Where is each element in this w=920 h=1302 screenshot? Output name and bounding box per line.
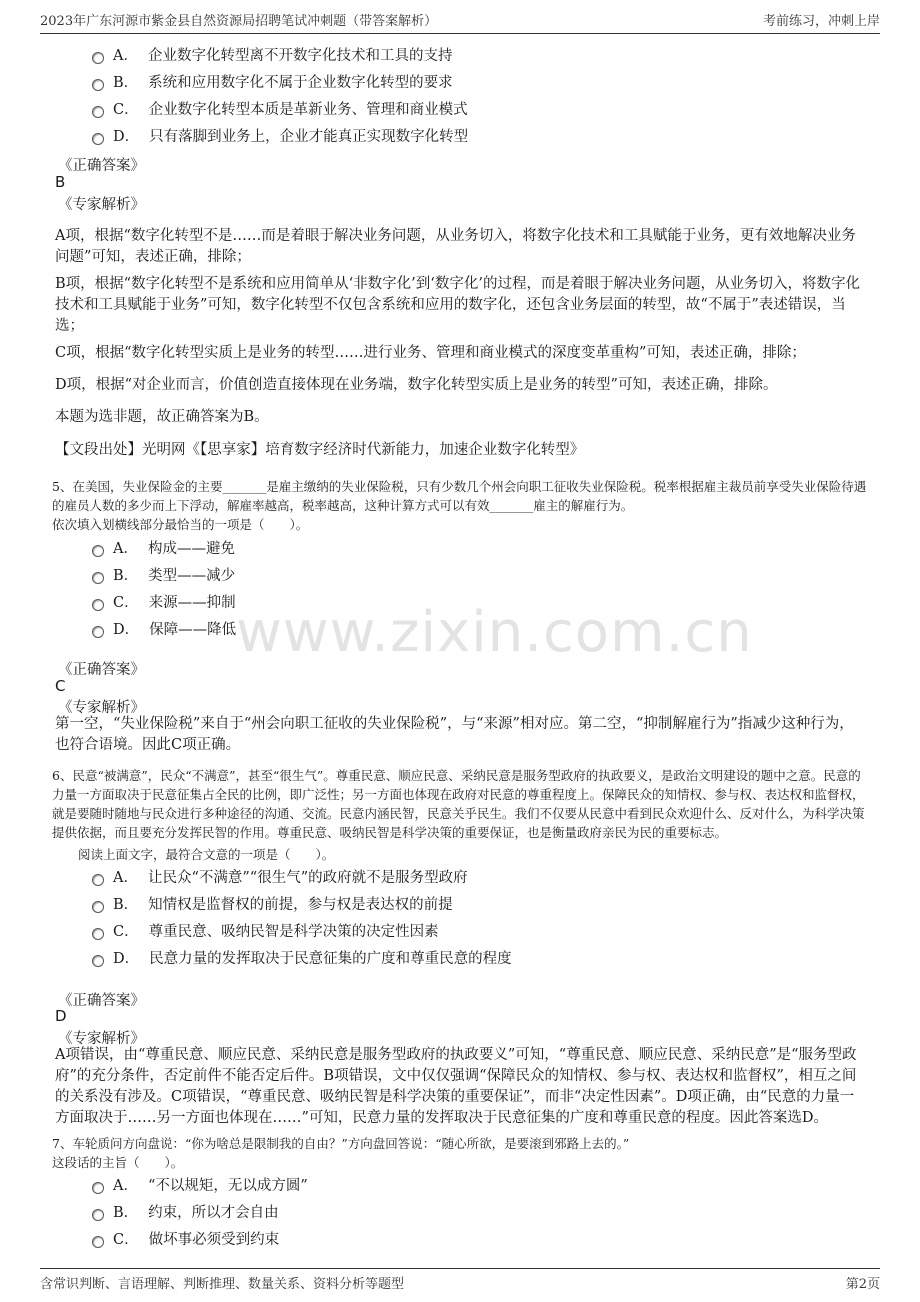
option-text: 让民众“不满意”“很生气”的政府就不是服务型政府: [147, 870, 468, 886]
option-letter: B．: [113, 897, 139, 913]
q7-option-b[interactable]: [92, 1201, 279, 1222]
radio-icon[interactable]: [92, 79, 104, 91]
correct-answer-label: 《正确答案》: [58, 158, 145, 174]
option-letter: C．: [113, 102, 139, 118]
analysis-paragraph: B项，根据“数字化转型不是系统和应用简单从‘非数字化’到‘数字化’的过程，而是着眼于解决业务问题，从业务切入，将数字化技术和工具赋能于业务”可知，数字化转型不仅包含系统和应用的数字化，还包含业务层面的转型，故“不属于”表述错误，当选；: [55, 276, 860, 334]
source-citation: 【文段出处】光明网《【思享家】培育数字经济时代新能力，加速企业数字化转型》: [55, 442, 585, 458]
option-text: 知情权是监督权的前提，参与权是表达权的前提: [148, 897, 453, 913]
radio-icon[interactable]: [92, 1236, 104, 1248]
q5-option-a[interactable]: [92, 537, 235, 558]
q4-option-b[interactable]: [92, 71, 453, 92]
option-letter: A．: [113, 1178, 138, 1194]
page-number: 第2页: [845, 1277, 880, 1292]
q4-option-a[interactable]: [92, 44, 452, 65]
analysis-paragraph: C项，根据“数字化转型实质上是业务的转型……进行业务、管理和商业模式的深度变革重构”可知，表述正确，排除；: [55, 345, 806, 361]
correct-answer: D: [55, 1007, 67, 1025]
option-letter: D．: [113, 129, 140, 145]
option-text: 尊重民意、吸纳民智是科学决策的决定性因素: [148, 924, 439, 940]
radio-icon[interactable]: [92, 928, 104, 940]
option-text: 约束，所以才会自由: [148, 1205, 279, 1221]
option-text: 构成——避免: [147, 541, 235, 557]
expert-analysis-label: 《专家解析》: [58, 1031, 145, 1047]
option-letter: B．: [113, 568, 139, 584]
option-text: 来源——抑制: [148, 595, 236, 611]
radio-icon[interactable]: [92, 545, 104, 557]
expert-analysis-label: 《专家解析》: [58, 197, 145, 213]
option-letter: A．: [113, 48, 138, 64]
radio-icon[interactable]: [92, 133, 104, 145]
option-text: “不以规矩，无以成方圆”: [147, 1178, 308, 1194]
radio-icon[interactable]: [92, 52, 104, 64]
page-header: [40, 8, 880, 34]
q4-option-d[interactable]: [92, 125, 468, 146]
correct-answer: C: [55, 677, 66, 695]
radio-icon[interactable]: [92, 106, 104, 118]
q6-stem: 6、民意“被满意”，民众“不满意”，甚至“很生气”。尊重民意、顺应民意、采纳民意是服务型政府的执政要义，是政治文明建设的题中之意。民意的力量一方面取决于民意征集占全民的比例，即广泛性；另一方面也体现在政府对民意的尊重程度上。保障民众的知情权、参与权、表达权和监督权，就是要随时随地与民众进行多种途径的沟通、交流。民意内涵民智，民意关乎民生。我们不仅要从民意中看到民众欢迎什么、反对什么，为科学决策提供依据，而且要充分发挥民智的作用。尊重民意、吸纳民智是科学决策的重要保证，也是衡量政府亲民为民的重要标志。: [52, 768, 865, 840]
analysis-paragraph: A项错误，由“尊重民意、顺应民意、采纳民意是服务型政府的执政要义”可知，“尊重民意、顺应民意、采纳民意”是“服务型政府”的充分条件，否定前件不能否定后件。B项错误，文中仅仅强调“保障民众的知情权、参与权、表达权和监督权”，相互之间的关系没有涉及。C项错误，“尊重民意、吸纳民智是科学决策的重要保证”，而非“决定性因素”。D项正确，由“民意的力量一方面取决于……另一方面也体现在……”可知，民意力量的发挥取决于民意征集的广度和尊重民意的程度。因此答案选D。: [55, 1047, 857, 1126]
option-text: 做坏事必须受到约束: [148, 1232, 280, 1248]
q7-option-a[interactable]: [92, 1174, 308, 1195]
option-text: 只有落脚到业务上，企业才能真正实现数字化转型: [149, 129, 469, 145]
q6-prompt: 阅读上面文字，最符合文意的一项是（ ）。: [78, 847, 335, 862]
watermark: www.zixin.com.cn: [236, 600, 753, 665]
q6-option-a[interactable]: [92, 866, 468, 887]
option-letter: C．: [113, 1232, 139, 1248]
option-text: 企业数字化转型离不开数字化技术和工具的支持: [147, 48, 453, 64]
radio-icon[interactable]: [92, 572, 104, 584]
q7-stem: 7、车轮质问方向盘说：“你为啥总是限制我的自由？”方向盘回答说：“随心所欲，是要滚到邪路上去的。”: [52, 1136, 630, 1151]
option-letter: C．: [113, 595, 139, 611]
q7-prompt: 这段话的主旨（ ）。: [52, 1155, 184, 1170]
option-letter: D．: [113, 622, 140, 638]
q5-stem: 5、在美国，失业保险金的主要_______是雇主缴纳的失业保险税，只有少数几个州会向职工征收失业保险税。税率根据雇主裁员前享受失业保险待遇的雇员人数的多少而上下浮动，解雇率越高，税率越高，这种计算方式可以有效_______雇主的解雇行为。: [52, 479, 867, 513]
option-text: 企业数字化转型本质是革新业务、管理和商业模式: [148, 102, 468, 118]
radio-icon[interactable]: [92, 599, 104, 611]
analysis-paragraph: D项，根据“对企业而言，价值创造直接体现在业务端，数字化转型实质上是业务的转型”可知，表述正确，排除。: [55, 377, 778, 393]
q5-option-c[interactable]: [92, 591, 236, 612]
option-letter: A．: [113, 541, 138, 557]
expert-analysis-label: 《专家解析》: [58, 700, 145, 716]
option-letter: D．: [113, 951, 140, 967]
correct-answer-label: 《正确答案》: [58, 662, 145, 678]
option-letter: C．: [113, 924, 139, 940]
option-text: 类型——减少: [148, 568, 236, 584]
header-slogan: 考前练习，冲刺上岸: [762, 14, 880, 29]
option-text: 保障——降低: [149, 622, 237, 638]
radio-icon[interactable]: [92, 901, 104, 913]
q6-option-b[interactable]: [92, 893, 453, 914]
correct-answer: B: [55, 173, 66, 191]
q7-option-c[interactable]: [92, 1228, 279, 1249]
q6-option-d[interactable]: [92, 947, 512, 968]
radio-icon[interactable]: [92, 1182, 104, 1194]
q5-option-d[interactable]: [92, 618, 236, 639]
option-text: 民意力量的发挥取决于民意征集的广度和尊重民意的程度: [149, 951, 512, 967]
correct-answer-label: 《正确答案》: [58, 993, 145, 1009]
option-letter: A．: [113, 870, 138, 886]
radio-icon[interactable]: [92, 955, 104, 967]
radio-icon[interactable]: [92, 1209, 104, 1221]
analysis-conclusion: 本题为选非题，故正确答案为B。: [55, 409, 269, 425]
q5-option-b[interactable]: [92, 564, 235, 585]
option-letter: B．: [113, 75, 139, 91]
option-letter: B．: [113, 1205, 139, 1221]
q5-prompt: 依次填入划横线部分最恰当的一项是（ ）。: [52, 517, 309, 532]
analysis-paragraph: A项，根据“数字化转型不是……而是着眼于解决业务问题，从业务切入，将数字化技术和工具赋能于业务，更有效地解决业务问题”可知，表述正确，排除；: [55, 228, 856, 265]
radio-icon[interactable]: [92, 874, 104, 886]
document-title: 2023年广东河源市紫金县自然资源局招聘笔试冲刺题（带答案解析）: [40, 14, 438, 29]
q6-option-c[interactable]: [92, 920, 439, 941]
radio-icon[interactable]: [92, 626, 104, 638]
footer-description: 含常识判断、言语理解、判断推理、数量关系、资料分析等题型: [40, 1277, 405, 1292]
option-text: 系统和应用数字化不属于企业数字化转型的要求: [148, 75, 453, 91]
analysis-paragraph: 第一空，“失业保险税”来自于“州会向职工征收的失业保险税”，与“来源”相对应。第二空，“抑制解雇行为”指减少这种行为，也符合语境。因此C项正确。: [55, 716, 854, 753]
page-footer: [40, 1268, 880, 1292]
q4-option-c[interactable]: [92, 98, 468, 119]
